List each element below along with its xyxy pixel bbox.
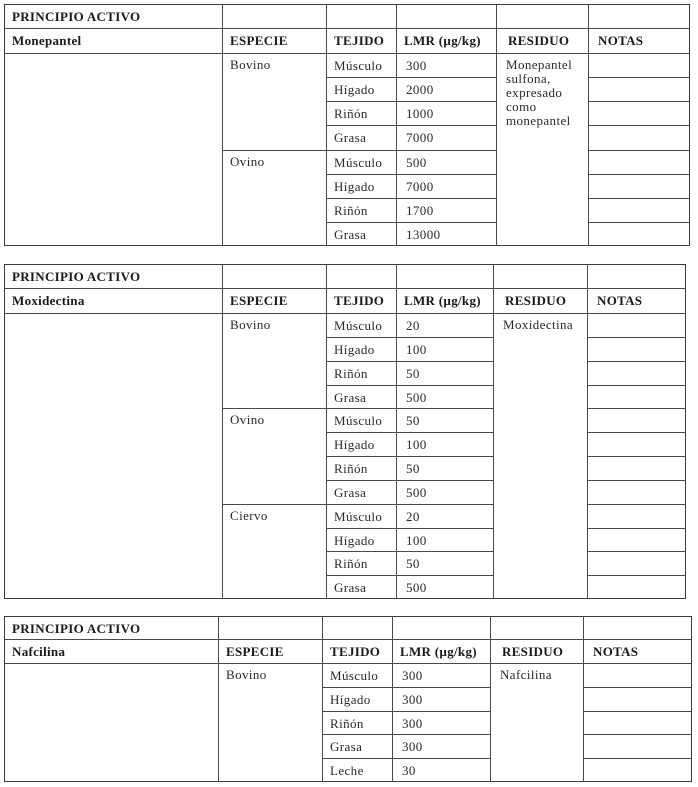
table-row-divider	[326, 174, 496, 175]
species-name: Bovino	[230, 317, 271, 332]
especie-header: ESPECIE	[226, 644, 284, 659]
table-row-divider	[583, 758, 692, 759]
lmr-cell: 300	[402, 668, 423, 683]
table-row-divider	[4, 313, 686, 314]
table-row-divider	[588, 125, 690, 126]
lmr-cell: 300	[406, 58, 427, 73]
table-row-divider	[326, 551, 493, 552]
table-row-divider	[588, 198, 690, 199]
principio-activo-header: PRINCIPIO ACTIVO	[12, 9, 141, 24]
tissue-cell: Hígado	[334, 341, 375, 357]
table-row-divider	[587, 432, 686, 433]
tissue-cell: Grasa	[334, 484, 367, 500]
lmr-cell: 7000	[406, 178, 434, 194]
column-divider	[490, 616, 491, 782]
notas-header: NOTAS	[597, 293, 643, 308]
principio-activo-header: PRINCIPIO ACTIVO	[12, 269, 141, 284]
residue-text: monepantel	[506, 113, 571, 128]
substance-name: Nafcilina	[12, 644, 66, 659]
tissue-cell: Riñón	[334, 365, 368, 381]
table-row-divider	[4, 663, 692, 664]
lmr-cell: 500	[406, 389, 427, 405]
table-row-divider	[587, 480, 686, 481]
table-row-divider	[587, 456, 686, 457]
table-row-divider	[326, 456, 493, 457]
tejido-header: TEJIDO	[330, 644, 381, 659]
tissue-cell: Grasa	[330, 739, 363, 755]
table-row-divider	[326, 361, 493, 362]
lmr-cell: 100	[406, 532, 427, 548]
tissue-cell: Riñón	[334, 106, 368, 122]
species-name: Bovino	[230, 57, 271, 72]
residuo-header: RESIDUO	[505, 293, 567, 308]
tissue-cell: Músculo	[334, 58, 383, 73]
substance-name: Moxidectina	[12, 293, 85, 308]
table-row-divider	[583, 687, 692, 688]
table-row-divider	[587, 408, 686, 409]
tissue-cell: Músculo	[334, 318, 383, 333]
residue-text: expresado	[506, 85, 563, 100]
tissue-cell: Hígado	[334, 178, 375, 194]
table-row-divider	[588, 174, 690, 175]
especie-header: ESPECIE	[230, 293, 288, 308]
table-row-divider	[4, 288, 686, 289]
table-row-divider	[326, 337, 493, 338]
table-row-divider	[326, 198, 496, 199]
lmr-cell: 30	[402, 763, 416, 779]
table-row-divider	[326, 125, 496, 126]
lmr-header: LMR (µg/kg)	[404, 293, 481, 308]
table-row-divider	[326, 385, 493, 386]
lmr-cell: 50	[406, 413, 420, 429]
table-row-divider	[587, 361, 686, 362]
tissue-cell: Músculo	[330, 668, 379, 683]
tissue-cell: Hígado	[334, 437, 375, 453]
tissue-cell: Músculo	[334, 413, 383, 429]
especie-header: ESPECIE	[230, 33, 288, 48]
table-row-divider	[587, 504, 686, 505]
tissue-cell: Grasa	[334, 389, 367, 405]
lmr-cell: 1000	[406, 106, 434, 122]
lmr-cell: 500	[406, 484, 427, 500]
residue-text: Moxidectina	[503, 317, 574, 332]
residue-text: Monepantel	[506, 57, 573, 72]
tissue-cell: Grasa	[334, 130, 367, 146]
lmr-cell: 50	[406, 556, 420, 572]
tissue-cell: Grasa	[334, 580, 367, 596]
residuo-header: RESIDUO	[508, 33, 570, 48]
lmr-cell: 2000	[406, 82, 434, 98]
lmr-cell: 500	[406, 154, 427, 170]
table-row-divider	[588, 77, 690, 78]
tissue-cell: Hígado	[334, 82, 375, 98]
table-row-divider	[587, 528, 686, 529]
tissue-cell: Músculo	[334, 154, 383, 170]
table-row-divider	[326, 77, 496, 78]
species-name: Ciervo	[230, 507, 268, 523]
table-row-divider	[588, 150, 690, 151]
table-row-divider	[4, 53, 690, 54]
table-row-divider	[222, 408, 493, 409]
tejido-header: TEJIDO	[334, 293, 385, 308]
table-row-divider	[588, 101, 690, 102]
table-row-divider	[326, 101, 496, 102]
lmr-cell: 50	[406, 461, 420, 476]
table-row-divider	[588, 222, 690, 223]
lmr-cell: 7000	[406, 130, 434, 146]
column-divider	[222, 264, 223, 599]
lmr-cell: 500	[406, 580, 427, 596]
column-divider	[218, 616, 219, 782]
principio-activo-header: PRINCIPIO ACTIVO	[12, 621, 141, 636]
lmr-cell: 100	[406, 341, 427, 357]
table-row-divider	[222, 150, 496, 151]
table-row-divider	[326, 480, 493, 481]
table-row-divider	[587, 551, 686, 552]
residue-text: sulfona,	[506, 71, 551, 86]
notas-header: NOTAS	[593, 644, 639, 659]
table-row-divider	[322, 711, 490, 712]
substance-name: Monepantel	[12, 33, 82, 48]
lmr-cell: 20	[406, 318, 420, 333]
tejido-header: TEJIDO	[334, 33, 385, 48]
species-name: Bovino	[226, 667, 267, 682]
tissue-cell: Leche	[330, 763, 364, 779]
table-row-divider	[587, 385, 686, 386]
lmr-cell: 20	[406, 508, 420, 524]
tissue-cell: Músculo	[334, 508, 383, 524]
tissue-cell: Riñón	[334, 202, 368, 218]
table-row-divider	[583, 734, 692, 735]
lmr-cell: 13000	[406, 226, 441, 242]
tissue-cell: Hígado	[334, 532, 375, 548]
lmr-cell: 300	[402, 691, 423, 707]
table-row-divider	[326, 222, 496, 223]
column-divider	[496, 4, 497, 246]
residue-text: Nafcilina	[500, 667, 552, 682]
table-row-divider	[326, 528, 493, 529]
table-row-divider	[587, 575, 686, 576]
tissue-cell: Riñón	[334, 556, 368, 572]
table-row-divider	[322, 734, 490, 735]
lmr-cell: 300	[402, 739, 423, 755]
table-row-divider	[326, 575, 493, 576]
table-row-divider	[587, 337, 686, 338]
table-row-divider	[322, 758, 490, 759]
residue-text: como	[506, 99, 537, 114]
residuo-header: RESIDUO	[502, 644, 564, 659]
table-row-divider	[4, 639, 692, 640]
species-name: Ovino	[230, 412, 265, 428]
lmr-cell: 50	[406, 365, 420, 381]
tissue-cell: Riñón	[334, 461, 368, 476]
species-name: Ovino	[230, 153, 265, 169]
tissue-cell: Hígado	[330, 691, 371, 707]
lmr-header: LMR (µg/kg)	[400, 644, 477, 659]
lmr-cell: 1700	[406, 202, 434, 218]
table-row-divider	[322, 687, 490, 688]
column-divider	[493, 264, 494, 599]
table-row-divider	[326, 432, 493, 433]
lmr-cell: 300	[402, 715, 423, 731]
tissue-cell: Grasa	[334, 226, 367, 242]
table-row-divider	[583, 711, 692, 712]
tissue-cell: Riñón	[330, 715, 364, 731]
table-row-divider	[222, 504, 493, 505]
lmr-header: LMR (µg/kg)	[404, 33, 481, 48]
column-divider	[222, 4, 223, 246]
lmr-cell: 100	[406, 437, 427, 453]
notas-header: NOTAS	[598, 33, 644, 48]
